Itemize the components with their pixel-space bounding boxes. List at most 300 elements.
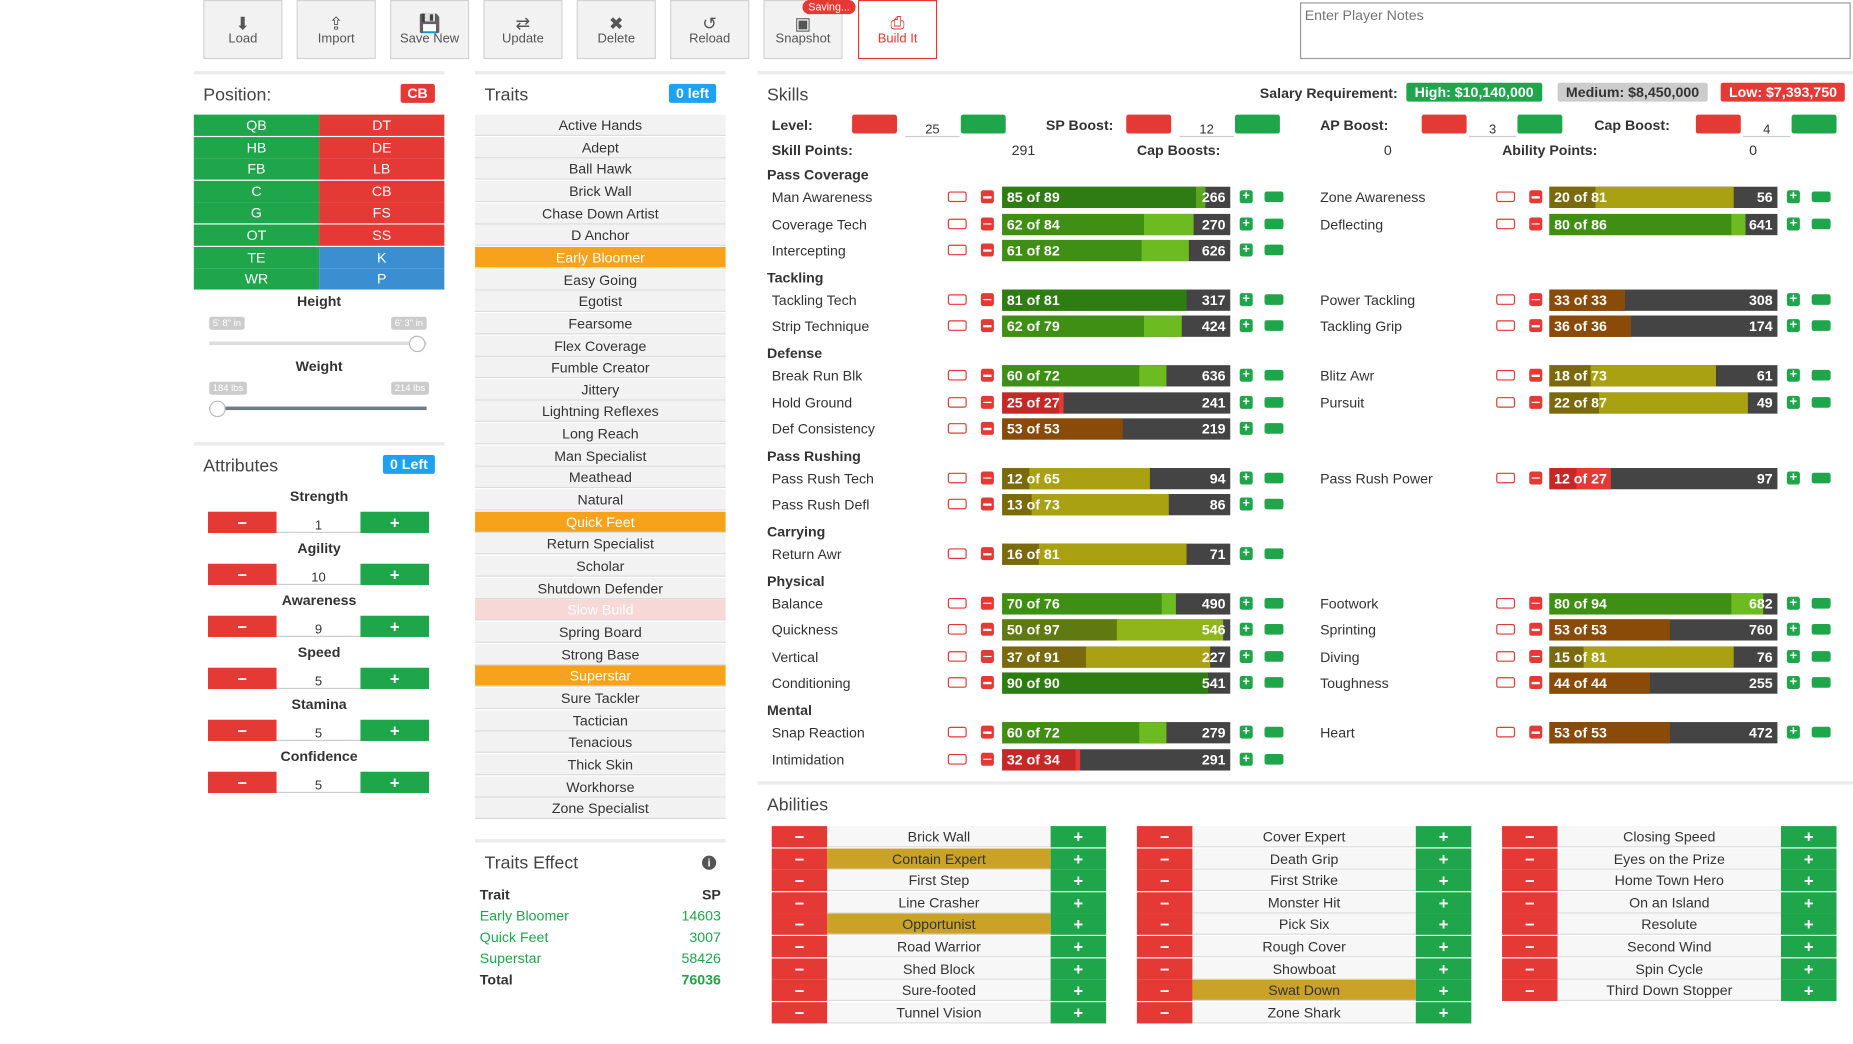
- pursuit-increase-button[interactable]: +: [1787, 395, 1800, 408]
- trait-scholar[interactable]: Scholar: [475, 555, 726, 576]
- image-icon: ▣: [794, 14, 812, 35]
- tackling-tech-decrease-button[interactable]: [981, 293, 994, 306]
- brick-wall-remove-button[interactable]: −: [772, 826, 828, 847]
- ability-line-crasher[interactable]: Line Crasher: [827, 892, 1050, 913]
- blitz-awr-decrease-button[interactable]: [1529, 369, 1542, 382]
- vertical-min-button[interactable]: [948, 651, 967, 662]
- toughness-max-button[interactable]: [1812, 678, 1831, 689]
- ability-opportunist[interactable]: Opportunist: [827, 914, 1050, 935]
- vertical-increase-button[interactable]: +: [1240, 650, 1253, 663]
- on-an-island-add-button[interactable]: +: [1781, 892, 1837, 913]
- update-button[interactable]: [483, 0, 562, 59]
- return-awr-increase-button[interactable]: +: [1240, 547, 1253, 560]
- def-consistency-increase-button[interactable]: +: [1240, 422, 1253, 435]
- vertical-decrease-button[interactable]: [981, 650, 994, 663]
- deflecting-min-button[interactable]: [1496, 218, 1515, 229]
- heart-min-button[interactable]: [1496, 727, 1515, 738]
- tackling-tech-min-button[interactable]: [948, 294, 967, 305]
- sprinting-max-button[interactable]: [1812, 624, 1831, 635]
- stamina-increase-button[interactable]: +: [360, 720, 429, 741]
- trait-strong-base[interactable]: Strong Base: [475, 644, 726, 665]
- traits-effect-trait: Quick Feet: [479, 928, 549, 946]
- contain-expert-remove-button[interactable]: −: [772, 848, 828, 869]
- deflecting-increase-button[interactable]: +: [1787, 217, 1800, 230]
- skill-name-pass-rush-power: Pass Rush Power: [1320, 470, 1433, 487]
- attribute-row-strength: [208, 512, 429, 533]
- cover-expert-add-button[interactable]: +: [1416, 826, 1472, 847]
- skill-level-text: 44 of 44: [1554, 675, 1607, 692]
- def-consistency-min-button[interactable]: [948, 423, 967, 434]
- blitz-awr-min-button[interactable]: [1496, 370, 1515, 381]
- awareness-increase-button[interactable]: +: [360, 616, 429, 637]
- first-strike-remove-button[interactable]: −: [1137, 870, 1193, 891]
- man-awareness-increase-button[interactable]: +: [1240, 190, 1253, 203]
- build-it-button[interactable]: [858, 0, 937, 59]
- zone-awareness-decrease-button[interactable]: [1529, 190, 1542, 203]
- balance-increase-button[interactable]: +: [1240, 596, 1253, 609]
- cap-boost-increase-button[interactable]: [1792, 115, 1837, 134]
- line-crasher-remove-button[interactable]: −: [772, 892, 828, 913]
- monster-hit-add-button[interactable]: +: [1416, 892, 1472, 913]
- man-awareness-decrease-button[interactable]: [981, 190, 994, 203]
- confidence-decrease-button[interactable]: −: [208, 772, 277, 793]
- break-run-blk-increase-button[interactable]: +: [1240, 369, 1253, 382]
- close-icon: ✖: [608, 14, 624, 35]
- height-slider-track[interactable]: [209, 342, 426, 346]
- intimidation-max-button[interactable]: [1265, 754, 1284, 765]
- strip-technique-max-button[interactable]: [1265, 321, 1284, 332]
- conditioning-min-button[interactable]: [948, 678, 967, 689]
- intimidation-increase-button[interactable]: +: [1240, 752, 1253, 765]
- position-g[interactable]: G: [194, 203, 319, 224]
- trait-long-reach[interactable]: Long Reach: [475, 423, 726, 444]
- strip-technique-min-button[interactable]: [948, 321, 967, 332]
- sprinting-increase-button[interactable]: +: [1787, 623, 1800, 636]
- ability-sure-footed[interactable]: Sure-footed: [827, 980, 1050, 1001]
- trait-shutdown-defender[interactable]: Shutdown Defender: [475, 577, 726, 598]
- conditioning-increase-button[interactable]: +: [1240, 676, 1253, 689]
- brick-wall-add-button[interactable]: +: [1051, 826, 1107, 847]
- position-fb[interactable]: FB: [194, 159, 319, 180]
- pass-rush-power-increase-button[interactable]: +: [1787, 471, 1800, 484]
- coverage-tech-decrease-button[interactable]: [981, 217, 994, 230]
- attribute-row-awareness: [208, 616, 429, 637]
- ability-zone-shark[interactable]: Zone Shark: [1192, 1002, 1415, 1023]
- save-new-button[interactable]: [390, 0, 469, 59]
- weight-slider-track[interactable]: [209, 407, 426, 411]
- pursuit-max-button[interactable]: [1812, 397, 1831, 408]
- trait-chase-down-artist[interactable]: Chase Down Artist: [475, 203, 726, 224]
- trait-slow-build[interactable]: Slow Build: [475, 600, 726, 621]
- ability-shed-block[interactable]: Shed Block: [827, 958, 1050, 979]
- ability-tunnel-vision[interactable]: Tunnel Vision: [827, 1002, 1050, 1023]
- toughness-increase-button[interactable]: +: [1787, 676, 1800, 689]
- monster-hit-remove-button[interactable]: −: [1137, 892, 1193, 913]
- toughness-min-button[interactable]: [1496, 678, 1515, 689]
- update-label: Update: [501, 31, 544, 47]
- ability-points-value: 0: [1749, 141, 1757, 159]
- zone-shark-remove-button[interactable]: −: [1137, 1002, 1193, 1023]
- pick-six-add-button[interactable]: +: [1416, 914, 1472, 935]
- skill-cost: 541: [1201, 675, 1226, 692]
- line-crasher-add-button[interactable]: +: [1051, 892, 1107, 913]
- strength-increase-button[interactable]: +: [360, 512, 429, 533]
- tackling-grip-min-button[interactable]: [1496, 321, 1515, 332]
- trait-sure-tackler[interactable]: Sure Tackler: [475, 688, 726, 709]
- tackling-grip-increase-button[interactable]: +: [1787, 320, 1800, 333]
- opportunist-remove-button[interactable]: −: [772, 914, 828, 935]
- trait-egotist[interactable]: Egotist: [475, 291, 726, 312]
- intimidation-decrease-button[interactable]: [981, 752, 994, 765]
- home-town-hero-add-button[interactable]: +: [1781, 870, 1837, 891]
- conditioning-decrease-button[interactable]: [981, 676, 994, 689]
- height-min-label: 5' 8" in: [209, 317, 244, 330]
- position-lb[interactable]: LB: [319, 159, 444, 180]
- heart-max-button[interactable]: [1812, 727, 1831, 738]
- intercepting-min-button[interactable]: [948, 245, 967, 256]
- trait-zone-specialist[interactable]: Zone Specialist: [475, 798, 726, 819]
- blitz-awr-increase-button[interactable]: +: [1787, 369, 1800, 382]
- ability-pick-six[interactable]: Pick Six: [1192, 914, 1415, 935]
- resolute-remove-button[interactable]: −: [1502, 914, 1558, 935]
- stamina-decrease-button[interactable]: −: [208, 720, 277, 741]
- zone-awareness-min-button[interactable]: [1496, 191, 1515, 202]
- diving-min-button[interactable]: [1496, 651, 1515, 662]
- confidence-increase-button[interactable]: +: [360, 772, 429, 793]
- pass-rush-defl-decrease-button[interactable]: [981, 498, 994, 511]
- first-strike-add-button[interactable]: +: [1416, 870, 1472, 891]
- ap-boost-decrease-button[interactable]: [1422, 115, 1467, 134]
- pass-rush-power-decrease-button[interactable]: [1529, 471, 1542, 484]
- sp-boost-increase-button[interactable]: [1235, 115, 1280, 134]
- quickness-increase-button[interactable]: +: [1240, 623, 1253, 636]
- def-consistency-decrease-button[interactable]: [981, 422, 994, 435]
- road-warrior-add-button[interactable]: +: [1051, 936, 1107, 957]
- ability-contain-expert[interactable]: Contain Expert: [827, 848, 1050, 869]
- trait-natural[interactable]: Natural: [475, 489, 726, 510]
- home-town-hero-remove-button[interactable]: −: [1502, 870, 1558, 891]
- toughness-decrease-button[interactable]: [1529, 676, 1542, 689]
- trait-thick-skin[interactable]: Thick Skin: [475, 754, 726, 775]
- skill-cost: 241: [1201, 394, 1226, 411]
- trait-easy-going[interactable]: Easy Going: [475, 269, 726, 290]
- balance-decrease-button[interactable]: [981, 596, 994, 609]
- first-step-remove-button[interactable]: −: [772, 870, 828, 891]
- trait-adept[interactable]: Adept: [475, 137, 726, 158]
- position-cb[interactable]: CB: [319, 181, 444, 202]
- skill-category-pass-rushing: Pass Rushing: [766, 447, 861, 465]
- intercepting-decrease-button[interactable]: [981, 244, 994, 257]
- position-p[interactable]: P: [319, 268, 444, 289]
- pass-rush-tech-decrease-button[interactable]: [981, 471, 994, 484]
- ability-showboat[interactable]: Showboat: [1192, 958, 1415, 979]
- ability-second-wind[interactable]: Second Wind: [1558, 936, 1781, 957]
- diving-max-button[interactable]: [1812, 651, 1831, 662]
- trait-brick-wall[interactable]: Brick Wall: [475, 181, 726, 202]
- skill-name-footwork: Footwork: [1320, 595, 1379, 612]
- player-notes-input[interactable]: [1300, 2, 1851, 59]
- trait-fearsome[interactable]: Fearsome: [475, 313, 726, 334]
- reload-label: Reload: [689, 31, 731, 47]
- ability-eyes-on-the-prize[interactable]: Eyes on the Prize: [1558, 848, 1781, 869]
- awareness-decrease-button[interactable]: −: [208, 616, 277, 637]
- conditioning-max-button[interactable]: [1265, 678, 1284, 689]
- shed-block-remove-button[interactable]: −: [772, 958, 828, 979]
- trait-active-hands[interactable]: Active Hands: [475, 115, 726, 136]
- hold-ground-min-button[interactable]: [948, 397, 967, 408]
- strip-technique-increase-button[interactable]: +: [1240, 320, 1253, 333]
- trait-ball-hawk[interactable]: Ball Hawk: [475, 159, 726, 180]
- skill-points-value: 291: [1011, 141, 1036, 159]
- position-fs[interactable]: FS: [319, 203, 444, 224]
- info-icon[interactable]: i: [702, 856, 716, 870]
- trait-superstar[interactable]: Superstar: [475, 666, 726, 687]
- sprinting-decrease-button[interactable]: [1529, 623, 1542, 636]
- trait-d-anchor[interactable]: D Anchor: [475, 225, 726, 246]
- pick-six-remove-button[interactable]: −: [1137, 914, 1193, 935]
- balance-min-button[interactable]: [948, 598, 967, 609]
- ability-home-town-hero[interactable]: Home Town Hero: [1558, 870, 1781, 891]
- quickness-max-button[interactable]: [1265, 624, 1284, 635]
- eyes-on-the-prize-remove-button[interactable]: −: [1502, 848, 1558, 869]
- load-button[interactable]: [203, 0, 282, 59]
- intimidation-min-button[interactable]: [948, 754, 967, 765]
- man-awareness-min-button[interactable]: [948, 191, 967, 202]
- sprinting-min-button[interactable]: [1496, 624, 1515, 635]
- level-increase-button[interactable]: [961, 115, 1006, 134]
- intercepting-max-button[interactable]: [1265, 245, 1284, 256]
- trait-return-specialist[interactable]: Return Specialist: [475, 533, 726, 554]
- weight-slider-handle[interactable]: [209, 401, 226, 418]
- snap-reaction-decrease-button[interactable]: [981, 726, 994, 739]
- position-ot[interactable]: OT: [194, 225, 319, 246]
- trait-lightning-reflexes[interactable]: Lightning Reflexes: [475, 401, 726, 422]
- swat-down-remove-button[interactable]: −: [1137, 980, 1193, 1001]
- trait-quick-feet[interactable]: Quick Feet: [475, 511, 726, 532]
- pass-rush-defl-increase-button[interactable]: +: [1240, 498, 1253, 511]
- resolute-add-button[interactable]: +: [1781, 914, 1837, 935]
- skill-cost: 266: [1201, 189, 1226, 206]
- sure-footed-remove-button[interactable]: −: [772, 980, 828, 1001]
- ability-rough-cover[interactable]: Rough Cover: [1192, 936, 1415, 957]
- ability-row-swat-down: [1137, 980, 1471, 1001]
- zone-shark-add-button[interactable]: +: [1416, 1002, 1472, 1023]
- trait-tactician[interactable]: Tactician: [475, 710, 726, 731]
- ap-boost-increase-button[interactable]: [1517, 115, 1562, 134]
- ability-resolute[interactable]: Resolute: [1558, 914, 1781, 935]
- def-consistency-max-button[interactable]: [1265, 423, 1284, 434]
- ability-spin-cycle[interactable]: Spin Cycle: [1558, 958, 1781, 979]
- rough-cover-remove-button[interactable]: −: [1137, 936, 1193, 957]
- position-qb[interactable]: QB: [194, 115, 319, 136]
- ability-cover-expert[interactable]: Cover Expert: [1192, 826, 1415, 847]
- footwork-min-button[interactable]: [1496, 598, 1515, 609]
- vertical-max-button[interactable]: [1265, 651, 1284, 662]
- sure-footed-add-button[interactable]: +: [1051, 980, 1107, 1001]
- zone-awareness-max-button[interactable]: [1812, 191, 1831, 202]
- trait-man-specialist[interactable]: Man Specialist: [475, 445, 726, 466]
- snap-reaction-increase-button[interactable]: +: [1240, 726, 1253, 739]
- power-tackling-max-button[interactable]: [1812, 294, 1831, 305]
- cap-boost-decrease-button[interactable]: [1696, 115, 1741, 134]
- intercepting-increase-button[interactable]: +: [1240, 244, 1253, 257]
- coverage-tech-increase-button[interactable]: +: [1240, 217, 1253, 230]
- tackling-tech-increase-button[interactable]: +: [1240, 293, 1253, 306]
- sp-boost-decrease-button[interactable]: [1126, 115, 1171, 134]
- position-te[interactable]: TE: [194, 247, 319, 268]
- death-grip-add-button[interactable]: +: [1416, 848, 1472, 869]
- ability-first-strike[interactable]: First Strike: [1192, 870, 1415, 891]
- height-slider-handle[interactable]: [409, 336, 426, 353]
- deflecting-decrease-button[interactable]: [1529, 217, 1542, 230]
- diving-increase-button[interactable]: +: [1787, 650, 1800, 663]
- heart-increase-button[interactable]: +: [1787, 726, 1800, 739]
- pass-rush-defl-max-button[interactable]: [1265, 499, 1284, 510]
- road-warrior-remove-button[interactable]: −: [772, 936, 828, 957]
- eyes-on-the-prize-add-button[interactable]: +: [1781, 848, 1837, 869]
- hold-ground-max-button[interactable]: [1265, 397, 1284, 408]
- power-tackling-decrease-button[interactable]: [1529, 293, 1542, 306]
- third-down-stopper-remove-button[interactable]: −: [1502, 980, 1558, 1001]
- trait-early-bloomer[interactable]: Early Bloomer: [475, 247, 726, 268]
- trait-jittery[interactable]: Jittery: [475, 379, 726, 400]
- ability-brick-wall[interactable]: Brick Wall: [827, 826, 1050, 847]
- pursuit-min-button[interactable]: [1496, 397, 1515, 408]
- closing-speed-add-button[interactable]: +: [1781, 826, 1837, 847]
- quickness-decrease-button[interactable]: [981, 623, 994, 636]
- showboat-add-button[interactable]: +: [1416, 958, 1472, 979]
- footwork-decrease-button[interactable]: [1529, 596, 1542, 609]
- delete-button[interactable]: [577, 0, 656, 59]
- trait-tenacious[interactable]: Tenacious: [475, 732, 726, 753]
- ability-first-step[interactable]: First Step: [827, 870, 1050, 891]
- blitz-awr-max-button[interactable]: [1812, 370, 1831, 381]
- salary-high-badge: High: $10,140,000: [1406, 83, 1542, 102]
- quickness-min-button[interactable]: [948, 624, 967, 635]
- trait-meathead[interactable]: Meathead: [475, 467, 726, 488]
- power-tackling-increase-button[interactable]: +: [1787, 293, 1800, 306]
- pass-rush-tech-increase-button[interactable]: +: [1240, 471, 1253, 484]
- strip-technique-decrease-button[interactable]: [981, 320, 994, 333]
- tackling-grip-max-button[interactable]: [1812, 321, 1831, 332]
- snap-reaction-min-button[interactable]: [948, 727, 967, 738]
- footwork-max-button[interactable]: [1812, 598, 1831, 609]
- spin-cycle-remove-button[interactable]: −: [1502, 958, 1558, 979]
- speed-increase-button[interactable]: +: [360, 668, 429, 689]
- skill-cost: 424: [1201, 318, 1226, 335]
- diving-decrease-button[interactable]: [1529, 650, 1542, 663]
- position-dt[interactable]: DT: [319, 115, 444, 136]
- first-step-add-button[interactable]: +: [1051, 870, 1107, 891]
- heart-decrease-button[interactable]: [1529, 726, 1542, 739]
- import-button[interactable]: [297, 0, 376, 59]
- return-awr-max-button[interactable]: [1265, 548, 1284, 559]
- ability-death-grip[interactable]: Death Grip: [1192, 848, 1415, 869]
- hold-ground-increase-button[interactable]: +: [1240, 395, 1253, 408]
- reload-button[interactable]: [670, 0, 749, 59]
- pass-rush-tech-min-button[interactable]: [948, 472, 967, 483]
- pass-rush-tech-max-button[interactable]: [1265, 472, 1284, 483]
- skill-name-hold-ground: Hold Ground: [771, 394, 853, 411]
- snap-reaction-max-button[interactable]: [1265, 727, 1284, 738]
- balance-max-button[interactable]: [1265, 598, 1284, 609]
- coverage-tech-max-button[interactable]: [1265, 218, 1284, 229]
- footwork-increase-button[interactable]: +: [1787, 596, 1800, 609]
- third-down-stopper-add-button[interactable]: +: [1781, 980, 1837, 1001]
- on-an-island-remove-button[interactable]: −: [1502, 892, 1558, 913]
- closing-speed-remove-button[interactable]: −: [1502, 826, 1558, 847]
- rough-cover-add-button[interactable]: +: [1416, 936, 1472, 957]
- tunnel-vision-remove-button[interactable]: −: [772, 1002, 828, 1023]
- spin-cycle-add-button[interactable]: +: [1781, 958, 1837, 979]
- skill-cost: 76: [1756, 648, 1773, 666]
- zone-awareness-increase-button[interactable]: +: [1787, 190, 1800, 203]
- hold-ground-decrease-button[interactable]: [981, 395, 994, 408]
- opportunist-add-button[interactable]: +: [1051, 914, 1107, 935]
- trait-spring-board[interactable]: Spring Board: [475, 622, 726, 643]
- level-value: 25: [905, 118, 959, 137]
- power-tackling-min-button[interactable]: [1496, 294, 1515, 305]
- deflecting-max-button[interactable]: [1812, 218, 1831, 229]
- pass-rush-power-max-button[interactable]: [1812, 472, 1831, 483]
- ability-row-spin-cycle: [1502, 958, 1836, 979]
- second-wind-remove-button[interactable]: −: [1502, 936, 1558, 957]
- position-k[interactable]: K: [319, 247, 444, 268]
- return-awr-min-button[interactable]: [948, 548, 967, 559]
- shed-block-add-button[interactable]: +: [1051, 958, 1107, 979]
- tackling-tech-max-button[interactable]: [1265, 294, 1284, 305]
- tackling-grip-decrease-button[interactable]: [1529, 320, 1542, 333]
- position-hb[interactable]: HB: [194, 137, 319, 158]
- showboat-remove-button[interactable]: −: [1137, 958, 1193, 979]
- ability-swat-down[interactable]: Swat Down: [1192, 980, 1415, 1001]
- pursuit-decrease-button[interactable]: [1529, 395, 1542, 408]
- position-wr[interactable]: WR: [194, 268, 319, 289]
- ability-third-down-stopper[interactable]: Third Down Stopper: [1558, 980, 1781, 1001]
- trait-flex-coverage[interactable]: Flex Coverage: [475, 335, 726, 356]
- trait-workhorse[interactable]: Workhorse: [475, 776, 726, 797]
- man-awareness-max-button[interactable]: [1265, 191, 1284, 202]
- position-ss[interactable]: SS: [319, 225, 444, 246]
- position-de[interactable]: DE: [319, 137, 444, 158]
- return-awr-decrease-button[interactable]: [981, 547, 994, 560]
- coverage-tech-min-button[interactable]: [948, 218, 967, 229]
- death-grip-remove-button[interactable]: −: [1137, 848, 1193, 869]
- break-run-blk-max-button[interactable]: [1265, 370, 1284, 381]
- strength-decrease-button[interactable]: −: [208, 512, 277, 533]
- cover-expert-remove-button[interactable]: −: [1137, 826, 1193, 847]
- ability-monster-hit[interactable]: Monster Hit: [1192, 892, 1415, 913]
- trait-fumble-creator[interactable]: Fumble Creator: [475, 357, 726, 378]
- pass-rush-power-min-button[interactable]: [1496, 472, 1515, 483]
- second-wind-add-button[interactable]: +: [1781, 936, 1837, 957]
- skill-name-return-awr: Return Awr: [771, 545, 842, 563]
- break-run-blk-decrease-button[interactable]: [981, 369, 994, 382]
- position-c[interactable]: C: [194, 181, 319, 202]
- contain-expert-add-button[interactable]: +: [1051, 848, 1107, 869]
- speed-decrease-button[interactable]: −: [208, 668, 277, 689]
- agility-increase-button[interactable]: +: [360, 564, 429, 585]
- agility-decrease-button[interactable]: −: [208, 564, 277, 585]
- tunnel-vision-add-button[interactable]: +: [1051, 1002, 1107, 1023]
- ability-on-an-island[interactable]: On an Island: [1558, 892, 1781, 913]
- ability-road-warrior[interactable]: Road Warrior: [827, 936, 1050, 957]
- pass-rush-defl-min-button[interactable]: [948, 499, 967, 510]
- swat-down-add-button[interactable]: +: [1416, 980, 1472, 1001]
- level-decrease-button[interactable]: [852, 115, 897, 134]
- break-run-blk-min-button[interactable]: [948, 370, 967, 381]
- ability-closing-speed[interactable]: Closing Speed: [1558, 826, 1781, 847]
